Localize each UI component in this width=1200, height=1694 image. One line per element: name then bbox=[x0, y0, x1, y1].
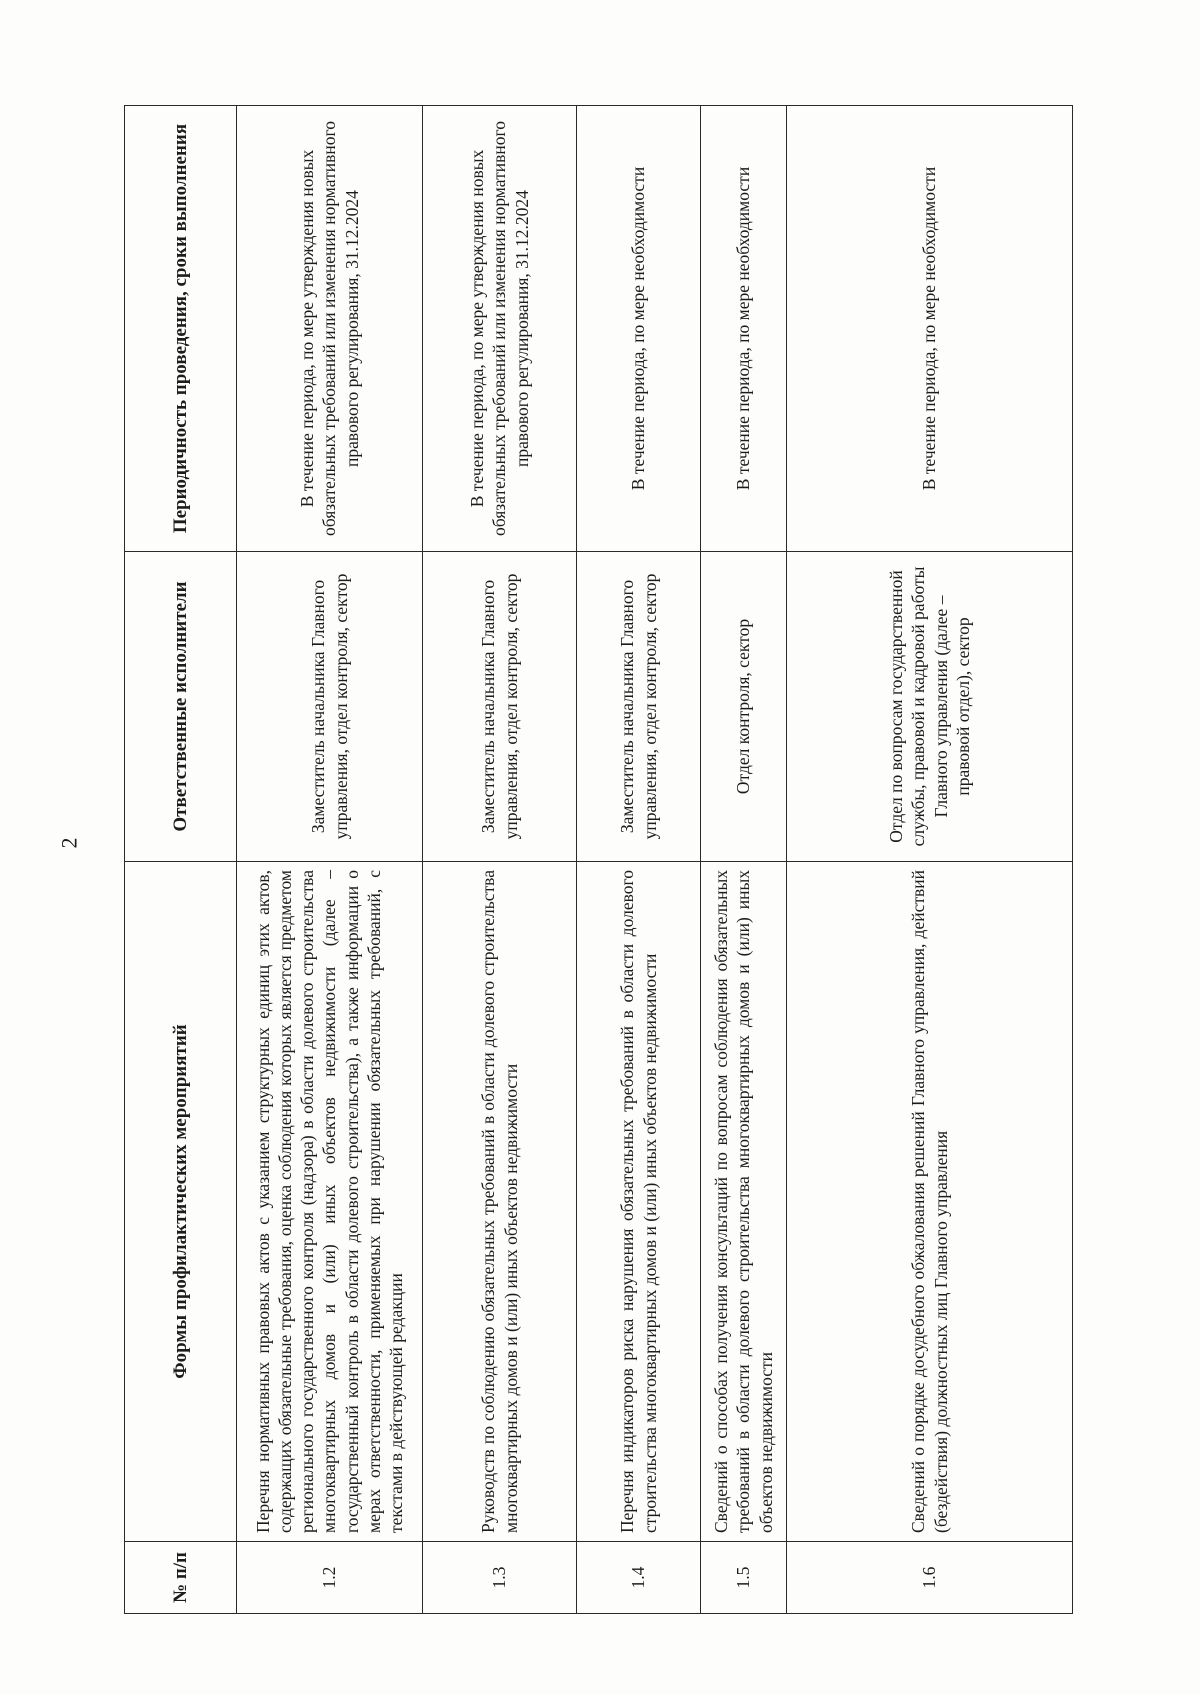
page-number: 2 bbox=[56, 837, 82, 849]
row-number: 1.5 bbox=[701, 1542, 787, 1614]
prevention-measures-table bbox=[124, 105, 1073, 1614]
row-number: 1.3 bbox=[423, 1542, 577, 1614]
table-header-row bbox=[125, 106, 237, 1614]
row-period: В течение периода, по мере утверждения новых обязательных требований или изменения нормативного правового регулирования, 31.12.2024 bbox=[237, 106, 423, 552]
row-responsible: Заместитель начальника Главного управления, отдел контроля, сектор bbox=[237, 552, 423, 862]
row-number: 1.4 bbox=[577, 1542, 701, 1614]
table-row bbox=[423, 106, 577, 1614]
row-period: В течение периода, по мере необходимости bbox=[787, 106, 1073, 552]
table-row bbox=[237, 106, 423, 1614]
table-row bbox=[787, 106, 1073, 1614]
row-number: 1.2 bbox=[237, 1542, 423, 1614]
header-responsible: Ответственные исполнители bbox=[125, 552, 237, 862]
row-responsible: Заместитель начальника Главного управления, отдел контроля, сектор bbox=[577, 552, 701, 862]
row-form: Сведений о порядке досудебного обжалования решений Главного управления, действий (бездействия) должностных лиц Главного управления bbox=[787, 862, 1073, 1542]
row-responsible: Отдел по вопросам государственной службы, правовой и кадровой работы Главного управления (далее – правовой отдел), сектор bbox=[787, 552, 1073, 862]
row-responsible: Заместитель начальника Главного управления, отдел контроля, сектор bbox=[423, 552, 577, 862]
row-form: Перечня индикаторов риска нарушения обязательных требований в области долевого строительства многоквартирных домов и (или) иных объектов недвижимости bbox=[577, 862, 701, 1542]
header-period: Периодичность проведения, сроки выполнения bbox=[125, 106, 237, 552]
table-row bbox=[577, 106, 701, 1614]
row-period: В течение периода, по мере утверждения новых обязательных требований или изменения нормативного правового регулирования, 31.12.2024 bbox=[423, 106, 577, 552]
row-form: Сведений о способах получения консультаций по вопросам соблюдения обязательных требований в области долевого строительства многоквартирных домов и (или) иных объектов недвижимости bbox=[701, 862, 787, 1542]
row-number: 1.6 bbox=[787, 1542, 1073, 1614]
row-form: Руководств по соблюдению обязательных требований в области долевого строительства многоквартирных домов и (или) иных объектов недвижимости bbox=[423, 862, 577, 1542]
header-num: № п/п bbox=[125, 1542, 237, 1614]
row-period: В течение периода, по мере необходимости bbox=[701, 106, 787, 552]
table-row bbox=[701, 106, 787, 1614]
row-form: Перечня нормативных правовых актов с указанием структурных единиц этих актов, содержащих обязательные требования, оценка соблюдения которых является предметом регионального государственного контроля (надзора) в области долевого строительства многоквартирных домов и (или) иных объектов недвижимости (далее – государственный контроль в области долевого строительства), а также информации о мерах ответственности, применяемых при нарушении обязательных требований, с текстами в действующей редакции bbox=[237, 862, 423, 1542]
header-forms: Формы профилактических мероприятий bbox=[125, 862, 237, 1542]
rotated-table-wrapper bbox=[124, 106, 1072, 1614]
row-period: В течение периода, по мере необходимости bbox=[577, 106, 701, 552]
row-responsible: Отдел контроля, сектор bbox=[701, 552, 787, 862]
